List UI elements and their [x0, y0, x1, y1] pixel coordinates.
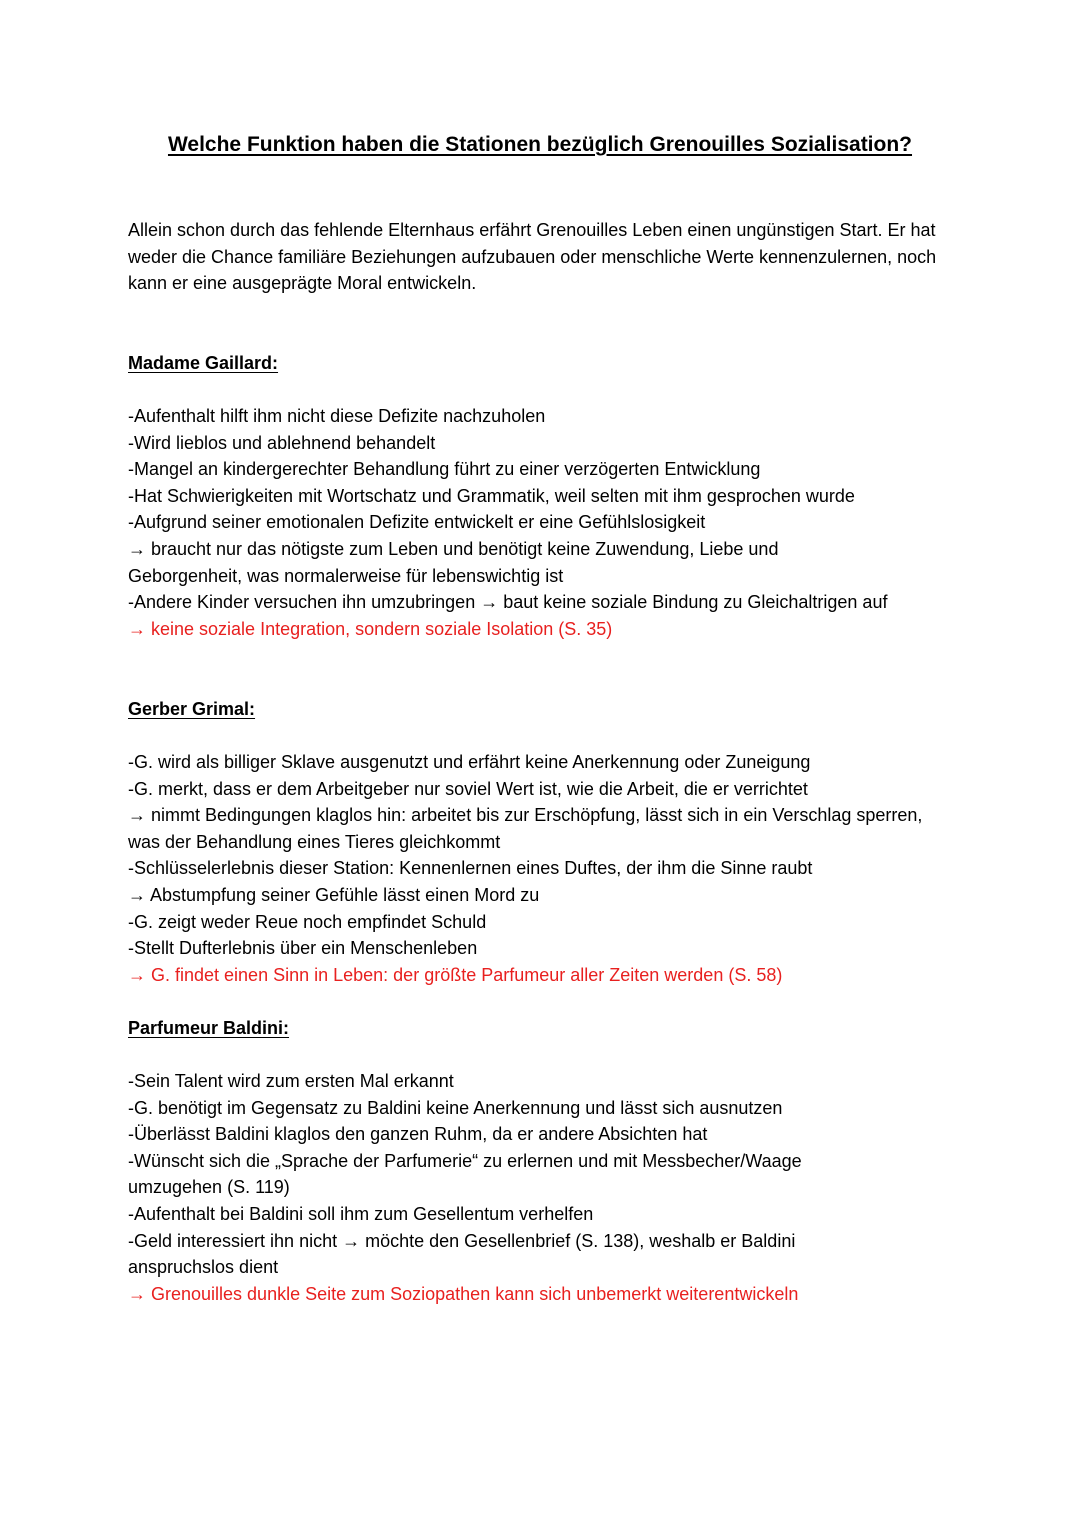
list-item: -Aufgrund seiner emotionalen Defizite entwickelt er eine Gefühlslosigkeit — [128, 512, 706, 533]
list-item: -Aufenthalt bei Baldini soll ihm zum Gesellentum verhelfen — [128, 1203, 594, 1224]
section-conclusion: → G. findet einen Sinn in Leben: der größte Parfumeur aller Zeiten werden (S. 58) — [128, 964, 783, 985]
list-item: -Sein Talent wird zum ersten Mal erkannt — [128, 1071, 454, 1091]
list-item: -Schlüsselerlebnis dieser Station: Kennenlernen eines Duftes, der ihm die Sinne raubt — [128, 858, 813, 879]
document-title: Welche Funktion haben die Stationen bezüglich Grenouilles Sozialisation? — [167, 133, 913, 156]
list-item: -Hat Schwierigkeiten mit Wortschatz und Grammatik, weil selten mit ihm gesprochen wurde — [128, 485, 855, 506]
section-list-gerber-grimal — [128, 749, 968, 988]
intro-paragraph: Allein schon durch das fehlende Elternhaus erfährt Grenouilles Leben einen ungünstigen Start. Er hat weder die Chance familiäre Beziehungen aufzubauen oder menschliche Werte kennenzulernen, noch kann er eine ausgeprägte Moral entwickeln. — [128, 220, 937, 294]
list-item: -G. merkt, dass er dem Arbeitgeber nur soviel Wert ist, wie die Arbeit, die er verrichtet — [128, 778, 808, 799]
section-list-madame-gaillard — [128, 403, 968, 642]
section-list-parfumeur-baldini — [128, 1068, 968, 1307]
list-item: → nimmt Bedingungen klaglos hin: arbeitet bis zur Erschöpfung, lässt sich in ein Verschlag sperren, was der Behandlung eines Tieres gleichkommt — [128, 805, 923, 852]
list-item: -Wünscht sich die „Sprache der Parfumerie“ zu erlernen und mit Messbecher/Waage umzugehen (S. 119) — [128, 1150, 802, 1198]
section-heading-parfumeur-baldini: Parfumeur Baldini: — [128, 1018, 290, 1038]
list-item: -Mangel an kindergerechter Behandlung führt zu einer verzögerten Entwicklung — [128, 459, 761, 480]
list-item: -Andere Kinder versuchen ihn umzubringen → baut keine soziale Bindung zu Gleichaltrigen auf — [128, 592, 888, 613]
list-item: -Überlässt Baldini klaglos den ganzen Ruhm, da er andere Absichten hat — [128, 1124, 708, 1145]
list-item: → Abstumpfung seiner Gefühle lässt einen Mord zu — [128, 884, 540, 905]
list-item: → braucht nur das nötigste zum Leben und benötigt keine Zuwendung, Liebe und Geborgenheit, was normalerweise für lebenswichtig ist — [128, 538, 779, 586]
list-item: -Aufenthalt hilft ihm nicht diese Defizite nachzuholen — [128, 406, 546, 426]
section-conclusion: → Grenouilles dunkle Seite zum Soziopathen kann sich unbemerkt weiterentwickeln — [128, 1283, 799, 1304]
list-item: -Stellt Dufterlebnis über ein Menschenleben — [128, 938, 478, 959]
section-conclusion: → keine soziale Integration, sondern soziale Isolation (S. 35) — [128, 618, 613, 639]
list-item: -Wird lieblos und ablehnend behandelt — [128, 432, 436, 453]
section-heading-madame-gaillard: Madame Gaillard: — [128, 353, 279, 373]
list-item: -Geld interessiert ihn nicht → möchte den Gesellenbrief (S. 138), weshalb er Baldini anspruchslos dient — [128, 1230, 796, 1278]
section-heading-gerber-grimal: Gerber Grimal: — [128, 699, 256, 719]
list-item: -G. benötigt im Gegensatz zu Baldini keine Anerkennung und lässt sich ausnutzen — [128, 1097, 783, 1118]
list-item: -G. zeigt weder Reue noch empfindet Schuld — [128, 911, 487, 932]
list-item: -G. wird als billiger Sklave ausgenutzt und erfährt keine Anerkennung oder Zuneigung — [128, 752, 811, 772]
